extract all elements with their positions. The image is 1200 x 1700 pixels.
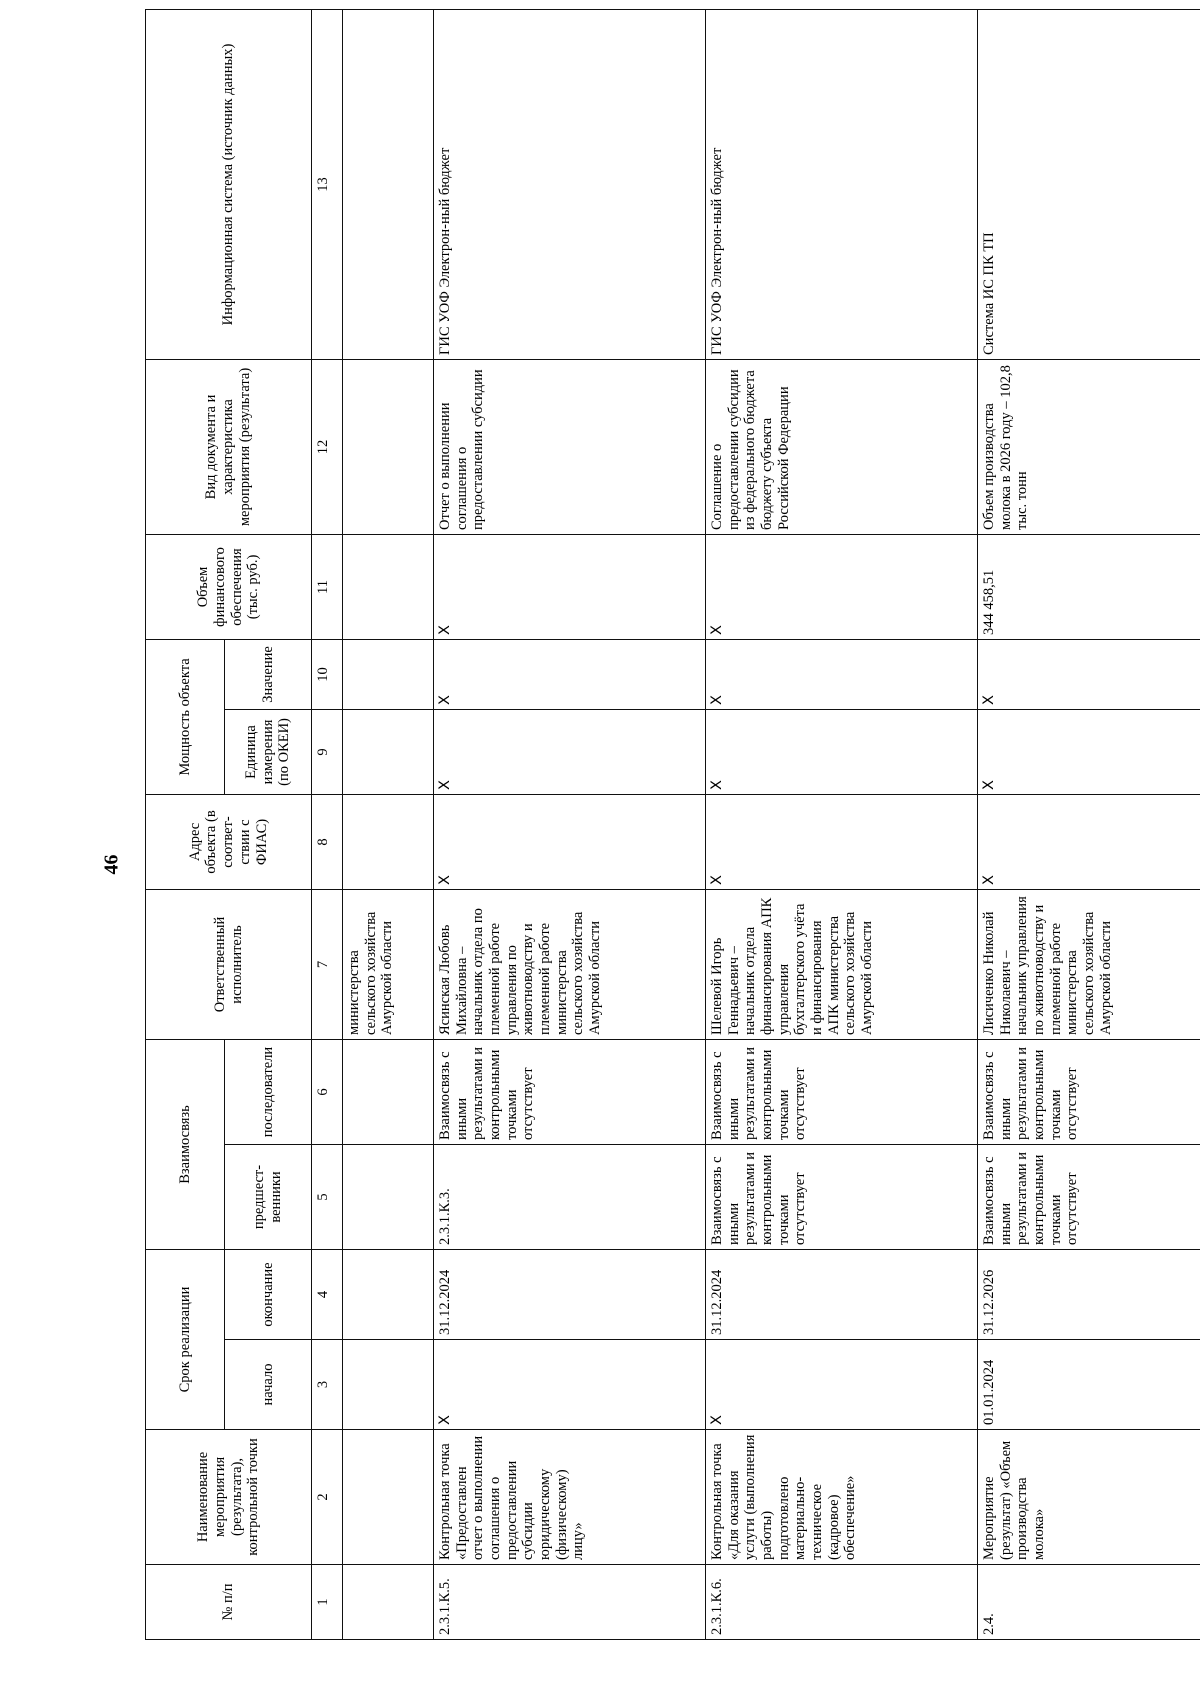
table-cell xyxy=(343,1340,434,1430)
header-end: окончание xyxy=(225,1250,312,1340)
table-cell xyxy=(343,1039,434,1144)
successors-cell: Взаимосвязь с иными результатами и контрольными точками отсутствует xyxy=(434,1039,706,1144)
responsible-cell: министерства сельского хозяйства Амурской области xyxy=(343,889,434,1039)
rotated-document xyxy=(145,10,1145,1640)
end-cell: 31.12.2024 xyxy=(706,1250,978,1340)
header-funding: Объем финансового обеспечения (тыс. руб.) xyxy=(146,534,312,639)
table-row xyxy=(706,9,978,1639)
header-number: № п/п xyxy=(146,1565,312,1640)
header-info-system: Информационная система (источник данных) xyxy=(146,9,312,359)
column-number-row xyxy=(312,9,343,1639)
table-cell xyxy=(343,709,434,794)
start-cell: Х xyxy=(434,1340,706,1430)
funding-cell: Х xyxy=(706,534,978,639)
info-system-cell: ГИС УОФ Электрон-ный бюджет xyxy=(706,9,978,359)
funding-cell: 344 458,51 xyxy=(978,534,1200,639)
table-cell xyxy=(343,1145,434,1250)
column-number: 7 xyxy=(312,889,343,1039)
header-predecessors: предшест-венники xyxy=(225,1145,312,1250)
column-number: 8 xyxy=(312,794,343,889)
column-number: 13 xyxy=(312,9,343,359)
start-cell: Х xyxy=(706,1340,978,1430)
successors-cell: Взаимосвязь с иными результатами и контрольными точками отсутствует xyxy=(978,1039,1200,1144)
column-number: 9 xyxy=(312,709,343,794)
document-cell: Отчет о выполнении соглашения о предоставлении субсидии xyxy=(434,359,706,534)
table-cell xyxy=(343,359,434,534)
value-cell: Х xyxy=(434,639,706,709)
info-system-cell: ГИС УОФ Электрон-ный бюджет xyxy=(434,9,706,359)
unit-cell: Х xyxy=(978,709,1200,794)
predecessors-cell: 2.3.1.К.3. xyxy=(434,1145,706,1250)
number-cell: 2.4. xyxy=(978,1565,1200,1640)
header-address: Адрес объекта (в соответ-ствии с ФИАС) xyxy=(146,794,312,889)
table-row xyxy=(978,9,1200,1639)
table-cell xyxy=(343,1430,434,1565)
header-value: Значение xyxy=(225,639,312,709)
column-number: 4 xyxy=(312,1250,343,1340)
unit-cell: Х xyxy=(434,709,706,794)
successors-cell: Взаимосвязь с иными результатами и контрольными точками отсутствует xyxy=(706,1039,978,1144)
responsible-cell: Ясинская Любовь Михайловна – начальник отдела по племенной работе управления по животноводству и племенной работе министерства сельского хозяйства Амурской области xyxy=(434,889,706,1039)
name-cell: Мероприятие (результат) «Объем производства молока» xyxy=(978,1430,1200,1565)
funding-cell: Х xyxy=(434,534,706,639)
value-cell: Х xyxy=(706,639,978,709)
page-number: 46 xyxy=(100,854,123,875)
header-document: Вид документа и характеристика мероприятия (результата) xyxy=(146,359,312,534)
column-number: 2 xyxy=(312,1430,343,1565)
table-cell xyxy=(343,1250,434,1340)
name-cell: Контрольная точка «Для оказания услуги (выполнения работы) подготовлено материально-техническое (кадровое) обеспечение» xyxy=(706,1430,978,1565)
table-cell xyxy=(343,639,434,709)
header-responsible: Ответственный исполнитель xyxy=(146,889,312,1039)
column-number: 10 xyxy=(312,639,343,709)
document-cell: Соглашение о предоставлении субсидии из федерального бюджета бюджету субъекта Российской Федерации xyxy=(706,359,978,534)
predecessors-cell: Взаимосвязь с иными результатами и контрольными точками отсутствует xyxy=(978,1145,1200,1250)
header-unit: Единица измерения (по ОКЕИ) xyxy=(225,709,312,794)
column-number: 1 xyxy=(312,1565,343,1640)
table-row xyxy=(434,9,706,1639)
info-system-cell: Система ИС ПК ТП xyxy=(978,9,1200,359)
header-relations: Взаимосвязь xyxy=(146,1039,225,1249)
header-period: Срок реализации xyxy=(146,1250,225,1430)
header-start: начало xyxy=(225,1340,312,1430)
column-number: 3 xyxy=(312,1340,343,1430)
document-cell: Объем производства молока в 2026 году – 102,8 тыс. тонн xyxy=(978,359,1200,534)
address-cell: Х xyxy=(434,794,706,889)
address-cell: Х xyxy=(978,794,1200,889)
column-number: 12 xyxy=(312,359,343,534)
name-cell: Контрольная точка «Предоставлен отчет о выполнении соглашения о предоставлении субсидии юридическому (физическому) лицу» xyxy=(434,1430,706,1565)
header-capacity: Мощность объекта xyxy=(146,639,225,794)
table-cell xyxy=(343,1565,434,1640)
header-successors: последователи xyxy=(225,1039,312,1144)
table-cell xyxy=(343,794,434,889)
value-cell: Х xyxy=(978,639,1200,709)
column-number: 6 xyxy=(312,1039,343,1144)
table-cell xyxy=(343,534,434,639)
end-cell: 31.12.2026 xyxy=(978,1250,1200,1340)
number-cell: 2.3.1.К.6. xyxy=(706,1565,978,1640)
address-cell: Х xyxy=(706,794,978,889)
plan-table xyxy=(145,9,1200,1640)
start-cell: 01.01.2024 xyxy=(978,1340,1200,1430)
header-row-1 xyxy=(146,9,225,1639)
predecessors-cell: Взаимосвязь с иными результатами и контрольными точками отсутствует xyxy=(706,1145,978,1250)
column-number: 11 xyxy=(312,534,343,639)
number-cell: 2.3.1.К.5. xyxy=(434,1565,706,1640)
responsible-cell: Шелевой Игорь Геннадьевич – начальник отдела финансирования АПК управления бухгалтерского учёта и финансирования АПК министерства сельского хозяйства Амурской области xyxy=(706,889,978,1039)
table-cell xyxy=(343,9,434,359)
column-number: 5 xyxy=(312,1145,343,1250)
responsible-cell: Лисиченко Николай Николаевич – начальник управления по животноводству и племенной работе министерства сельского хозяйства Амурской области xyxy=(978,889,1200,1039)
unit-cell: Х xyxy=(706,709,978,794)
continuation-row xyxy=(343,9,434,1639)
header-name: Наименование мероприятия (результата), контрольной точки xyxy=(146,1430,312,1565)
end-cell: 31.12.2024 xyxy=(434,1250,706,1340)
